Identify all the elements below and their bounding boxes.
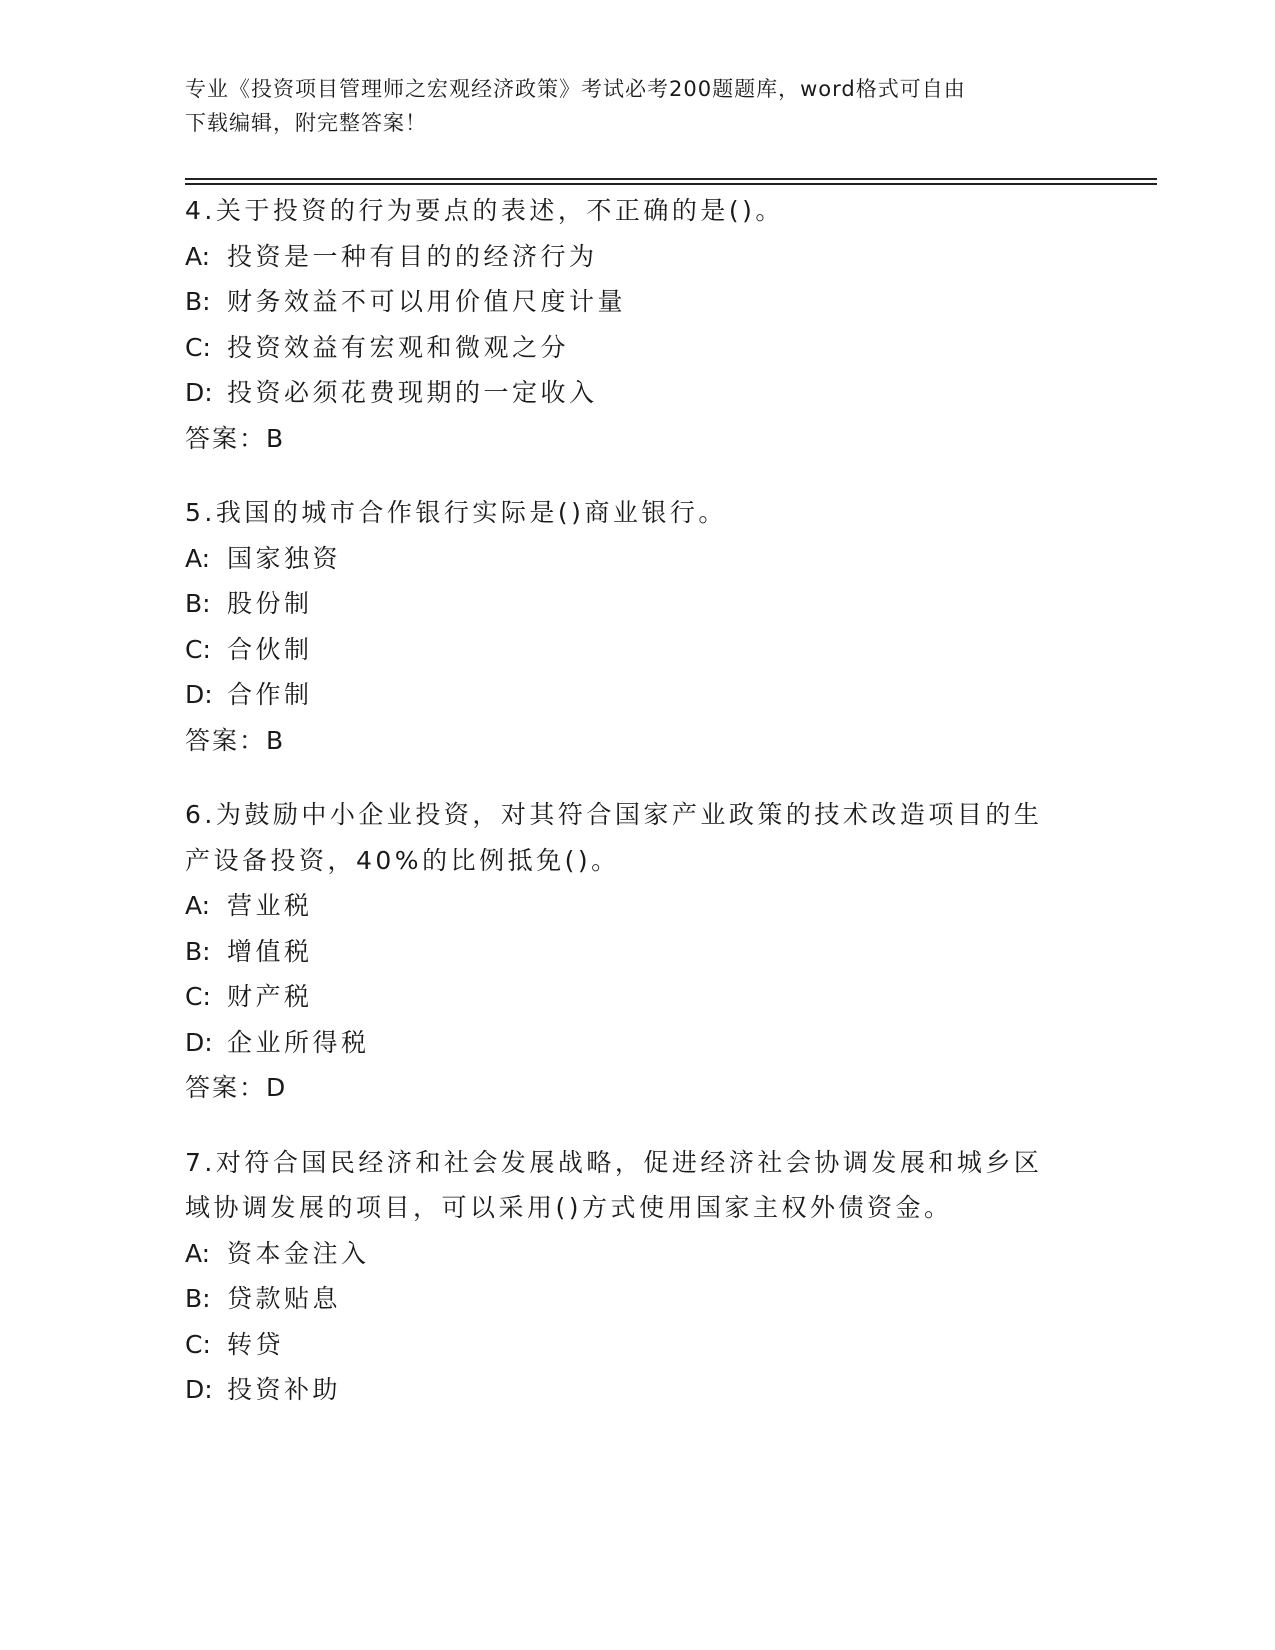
- option-a: [185, 536, 1065, 582]
- option-letter: A:: [185, 543, 211, 573]
- header-line-2: 下载编辑，附完整答案！: [185, 111, 427, 135]
- option-letter: D:: [185, 1375, 213, 1404]
- option-text: 合伙制: [227, 634, 313, 664]
- answer-line: 答案：B: [185, 725, 286, 755]
- question-7: [185, 1140, 1065, 1413]
- answer-line: 答案：B: [185, 423, 286, 453]
- option-text: 营业税: [227, 891, 313, 920]
- option-b: [185, 1276, 1065, 1322]
- question-stem: 6.为鼓励中小企业投资，对其符合国家产业政策的技术改造项目的生产设备投资，40%的比例抵免()。: [185, 800, 1043, 875]
- option-d: [185, 1367, 1065, 1413]
- option-text: 贷款贴息: [227, 1284, 342, 1313]
- option-b: [185, 581, 1065, 627]
- option-text: 投资是一种有目的的经济行为: [227, 241, 598, 271]
- question-stem: 5.我国的城市合作银行实际是()商业银行。: [185, 498, 727, 527]
- option-text: 合作制: [227, 680, 313, 709]
- option-text: 增值税: [227, 936, 313, 966]
- option-c: [185, 627, 1065, 673]
- option-letter: B:: [185, 1284, 211, 1313]
- option-text: 转贷: [227, 1329, 285, 1359]
- option-letter: C:: [185, 982, 211, 1011]
- option-letter: C:: [185, 332, 211, 362]
- question-list: [185, 188, 1065, 1442]
- option-text: 投资效益有宏观和微观之分: [227, 332, 570, 362]
- question-4: [185, 188, 1065, 461]
- header-divider-bottom: [185, 183, 1157, 185]
- option-letter: D:: [185, 378, 213, 407]
- option-a: [185, 883, 1065, 929]
- option-d: [185, 672, 1065, 718]
- option-letter: B:: [185, 287, 211, 316]
- option-d: [185, 370, 1065, 416]
- option-letter: A:: [185, 1238, 211, 1268]
- option-text: 股份制: [227, 589, 313, 618]
- option-letter: D:: [185, 1027, 213, 1057]
- option-text: 投资补助: [227, 1375, 342, 1404]
- option-c: [185, 974, 1065, 1020]
- option-c: [185, 325, 1065, 371]
- option-letter: B:: [185, 936, 211, 966]
- question-5: [185, 490, 1065, 763]
- answer-line: 答案：D: [185, 1073, 288, 1102]
- header-divider-top: [185, 178, 1157, 180]
- option-letter: D:: [185, 680, 213, 709]
- option-a: [185, 1231, 1065, 1277]
- option-b: [185, 929, 1065, 975]
- option-letter: B:: [185, 589, 211, 618]
- option-letter: A:: [185, 891, 211, 920]
- option-text: 投资必须花费现期的一定收入: [227, 378, 598, 407]
- document-header: [185, 72, 1065, 140]
- option-text: 财产税: [227, 982, 313, 1011]
- option-text: 资本金注入: [227, 1238, 370, 1268]
- option-text: 财务效益不可以用价值尺度计量: [227, 287, 627, 316]
- option-letter: C:: [185, 634, 211, 664]
- option-b: [185, 279, 1065, 325]
- question-6: [185, 792, 1065, 1111]
- option-letter: A:: [185, 241, 211, 271]
- question-stem: 4.关于投资的行为要点的表述，不正确的是()。: [185, 196, 784, 225]
- option-a: [185, 234, 1065, 280]
- question-stem: 7.对符合国民经济和社会发展战略，促进经济社会协调发展和城乡区域协调发展的项目，可以采用()方式使用国家主权外债资金。: [185, 1147, 1043, 1222]
- header-line-1: 专业《投资项目管理师之宏观经济政策》考试必考200题题库，word格式可自由: [185, 77, 966, 101]
- option-d: [185, 1020, 1065, 1066]
- option-letter: C:: [185, 1329, 211, 1359]
- option-c: [185, 1322, 1065, 1368]
- option-text: 企业所得税: [227, 1027, 370, 1057]
- option-text: 国家独资: [227, 543, 342, 573]
